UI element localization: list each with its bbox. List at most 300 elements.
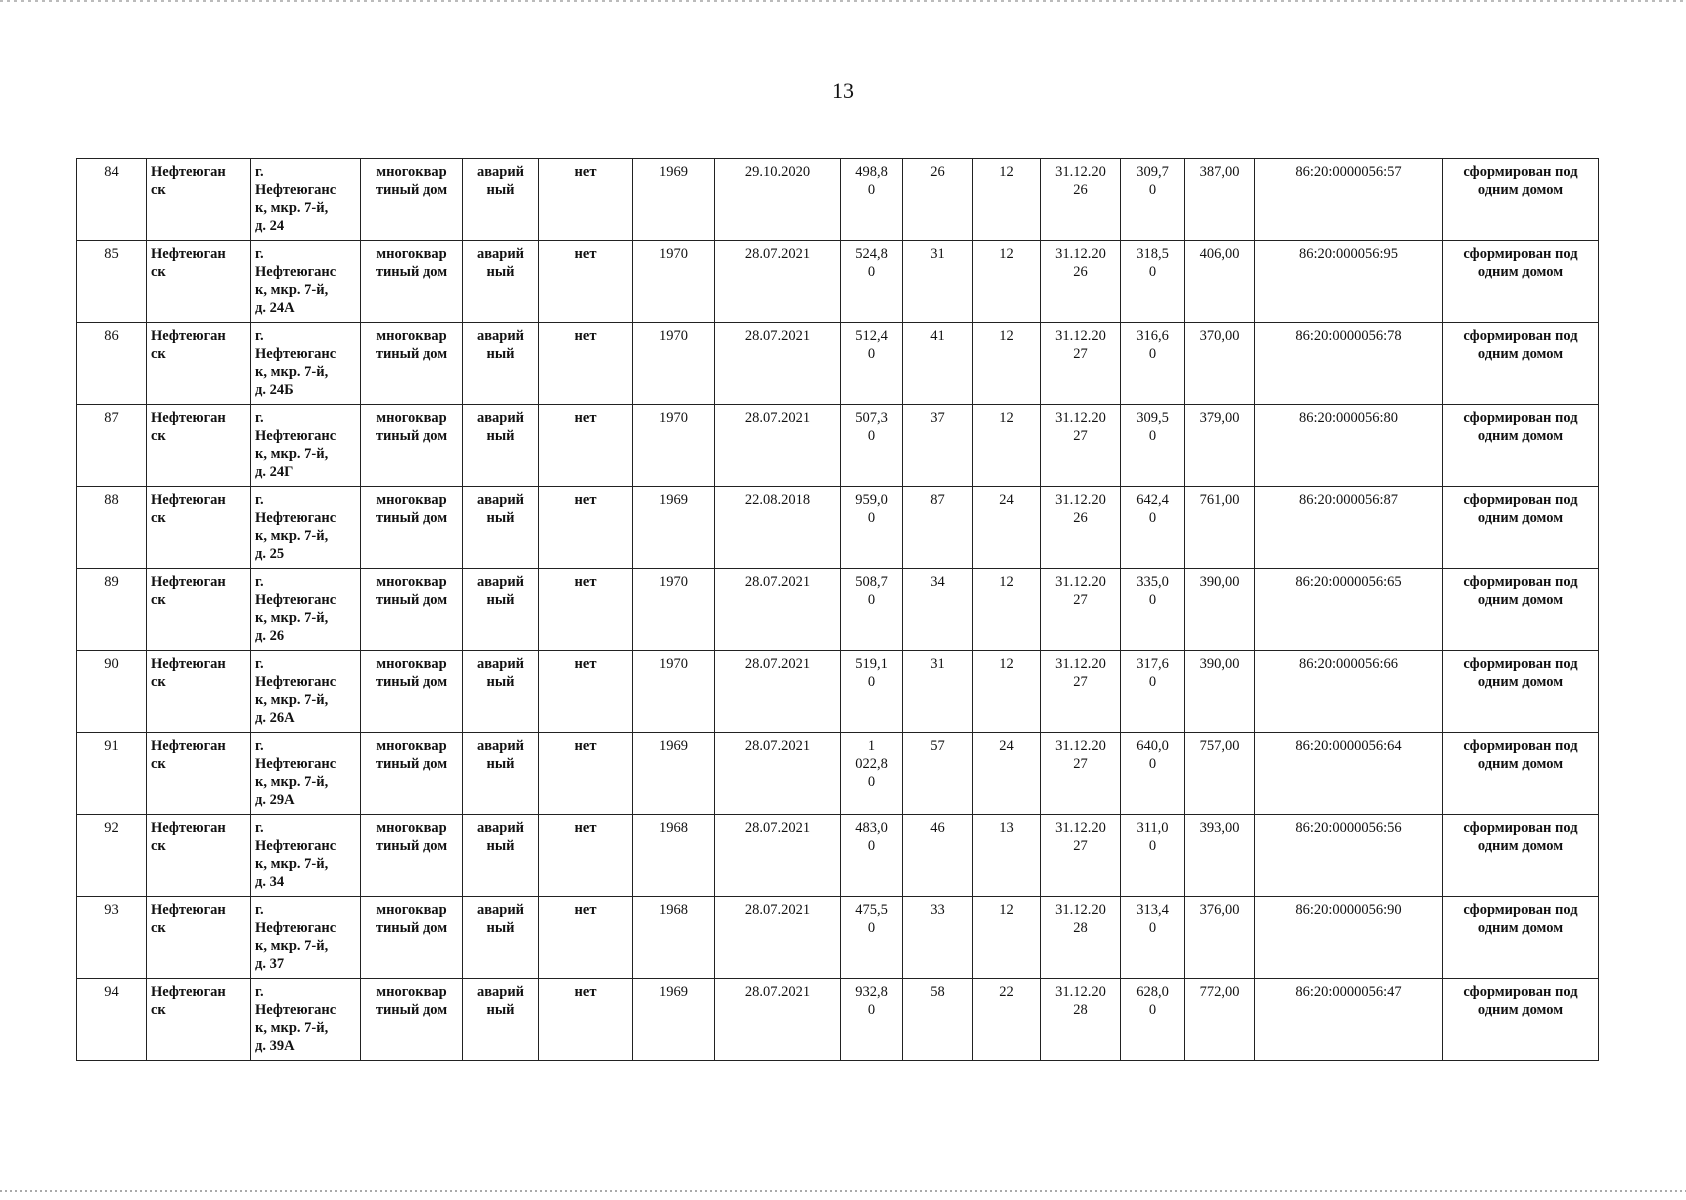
living-area-cell	[1121, 569, 1185, 651]
table-row	[77, 159, 1599, 241]
municipality-cell-text: Нефтеюган ск	[151, 738, 226, 772]
flag-cell	[539, 487, 633, 569]
table-row	[77, 815, 1599, 897]
status-cell-text: аварий ный	[476, 164, 525, 198]
residents-cell	[903, 323, 973, 405]
table-row	[77, 651, 1599, 733]
row-number-cell	[77, 159, 147, 241]
cadastral-number-cell-text: 86:20:0000056:57	[1295, 164, 1402, 180]
total-area-cell	[841, 323, 903, 405]
note-cell-text: сформирован под одним домом	[1463, 902, 1578, 936]
municipality-cell	[147, 815, 251, 897]
total-area-cell	[841, 651, 903, 733]
apartments-cell-text: 12	[999, 164, 1014, 180]
address-cell	[251, 323, 361, 405]
note-cell-text: сформирован под одним домом	[1463, 246, 1578, 280]
deadline-cell	[1041, 487, 1121, 569]
land-area-cell-text: 393,00	[1199, 820, 1240, 836]
living-area-cell-text: 313,4 0	[1136, 902, 1169, 936]
total-area-cell-text: 483,0 0	[855, 820, 888, 854]
year-built-cell-text: 1969	[659, 984, 688, 1000]
deadline-cell	[1041, 733, 1121, 815]
status-cell-text: аварий ный	[476, 492, 525, 526]
land-area-cell-text: 761,00	[1199, 492, 1240, 508]
date-cell-text: 22.08.2018	[744, 492, 811, 508]
status-cell-text: аварий ный	[476, 820, 525, 854]
flag-cell	[539, 405, 633, 487]
municipality-cell-text: Нефтеюган ск	[151, 492, 226, 526]
municipality-cell-text: Нефтеюган ск	[151, 902, 226, 936]
living-area-cell	[1121, 815, 1185, 897]
living-area-cell	[1121, 487, 1185, 569]
living-area-cell	[1121, 651, 1185, 733]
deadline-cell	[1041, 241, 1121, 323]
date-cell-text: 28.07.2021	[744, 738, 811, 754]
land-area-cell	[1185, 241, 1255, 323]
residents-cell	[903, 487, 973, 569]
residents-cell	[903, 979, 973, 1061]
date-cell	[715, 897, 841, 979]
date-cell-text: 28.07.2021	[744, 984, 811, 1000]
apartments-cell-text: 12	[999, 656, 1014, 672]
status-cell-text: аварий ный	[476, 738, 525, 772]
deadline-cell	[1041, 815, 1121, 897]
date-cell	[715, 733, 841, 815]
flag-cell	[539, 241, 633, 323]
table-row	[77, 979, 1599, 1061]
deadline-cell-text: 31.12.20 28	[1055, 902, 1106, 936]
living-area-cell	[1121, 405, 1185, 487]
apartments-cell	[973, 241, 1041, 323]
deadline-cell-text: 31.12.20 27	[1055, 738, 1106, 772]
deadline-cell-text: 31.12.20 27	[1055, 574, 1106, 608]
address-cell-text: г. Нефтеюганс к, мкр. 7-й, д. 29А	[255, 738, 337, 808]
deadline-cell	[1041, 405, 1121, 487]
date-cell	[715, 569, 841, 651]
living-area-cell-text: 318,5 0	[1136, 246, 1169, 280]
total-area-cell-text: 475,5 0	[855, 902, 888, 936]
date-cell	[715, 651, 841, 733]
building-type-cell	[361, 159, 463, 241]
table-row	[77, 241, 1599, 323]
status-cell	[463, 159, 539, 241]
status-cell	[463, 979, 539, 1061]
deadline-cell	[1041, 569, 1121, 651]
land-area-cell-text: 390,00	[1199, 656, 1240, 672]
building-type-cell	[361, 569, 463, 651]
apartments-cell	[973, 323, 1041, 405]
status-cell	[463, 323, 539, 405]
residents-cell-text: 41	[930, 328, 945, 344]
cadastral-number-cell	[1255, 897, 1443, 979]
year-built-cell	[633, 733, 715, 815]
row-number-cell	[77, 405, 147, 487]
living-area-cell	[1121, 733, 1185, 815]
deadline-cell-text: 31.12.20 27	[1055, 410, 1106, 444]
residents-cell-text: 33	[930, 902, 945, 918]
deadline-cell	[1041, 651, 1121, 733]
status-cell-text: аварий ный	[476, 410, 525, 444]
land-area-cell	[1185, 979, 1255, 1061]
land-area-cell-text: 390,00	[1199, 574, 1240, 590]
row-number-cell	[77, 241, 147, 323]
row-number-cell-text: 87	[104, 410, 119, 426]
building-type-cell	[361, 241, 463, 323]
row-number-cell-text: 93	[104, 902, 119, 918]
flag-cell	[539, 569, 633, 651]
table-row	[77, 733, 1599, 815]
status-cell	[463, 241, 539, 323]
cadastral-number-cell-text: 86:20:0000056:65	[1295, 574, 1402, 590]
cadastral-number-cell	[1255, 487, 1443, 569]
year-built-cell-text: 1969	[659, 492, 688, 508]
note-cell-text: сформирован под одним домом	[1463, 984, 1578, 1018]
residents-cell-text: 57	[930, 738, 945, 754]
row-number-cell-text: 94	[104, 984, 119, 1000]
date-cell	[715, 815, 841, 897]
apartments-cell-text: 13	[999, 820, 1014, 836]
total-area-cell-text: 507,3 0	[855, 410, 888, 444]
apartments-cell	[973, 487, 1041, 569]
municipality-cell	[147, 159, 251, 241]
land-area-cell-text: 387,00	[1199, 164, 1240, 180]
flag-cell	[539, 323, 633, 405]
residents-cell-text: 26	[930, 164, 945, 180]
cadastral-number-cell-text: 86:20:000056:80	[1298, 410, 1399, 426]
municipality-cell-text: Нефтеюган ск	[151, 656, 226, 690]
date-cell-text: 28.07.2021	[744, 820, 811, 836]
deadline-cell-text: 31.12.20 27	[1055, 656, 1106, 690]
date-cell-text: 28.07.2021	[744, 246, 811, 262]
year-built-cell	[633, 323, 715, 405]
flag-cell	[539, 159, 633, 241]
residents-cell	[903, 897, 973, 979]
land-area-cell	[1185, 651, 1255, 733]
status-cell-text: аварий ный	[476, 656, 525, 690]
scan-edge-bottom	[0, 1190, 1686, 1192]
address-cell	[251, 159, 361, 241]
total-area-cell	[841, 979, 903, 1061]
flag-cell	[539, 815, 633, 897]
living-area-cell	[1121, 241, 1185, 323]
note-cell	[1443, 897, 1599, 979]
cadastral-number-cell	[1255, 815, 1443, 897]
date-cell-text: 28.07.2021	[744, 410, 811, 426]
date-cell-text: 28.07.2021	[744, 656, 811, 672]
address-cell	[251, 569, 361, 651]
cadastral-number-cell-text: 86:20:000056:87	[1298, 492, 1399, 508]
building-type-cell-text: многоквар тиный дом	[375, 164, 448, 198]
apartments-cell-text: 12	[999, 574, 1014, 590]
deadline-cell-text: 31.12.20 27	[1055, 820, 1106, 854]
municipality-cell-text: Нефтеюган ск	[151, 984, 226, 1018]
address-cell	[251, 405, 361, 487]
total-area-cell-text: 524,8 0	[855, 246, 888, 280]
address-cell-text: г. Нефтеюганс к, мкр. 7-й, д. 25	[255, 492, 337, 562]
land-area-cell	[1185, 733, 1255, 815]
registry-body	[77, 159, 1599, 1061]
total-area-cell	[841, 569, 903, 651]
note-cell	[1443, 979, 1599, 1061]
flag-cell	[539, 651, 633, 733]
year-built-cell	[633, 241, 715, 323]
living-area-cell-text: 640,0 0	[1136, 738, 1169, 772]
address-cell-text: г. Нефтеюганс к, мкр. 7-й, д. 24Г	[255, 410, 337, 480]
cadastral-number-cell-text: 86:20:000056:66	[1298, 656, 1399, 672]
deadline-cell-text: 31.12.20 26	[1055, 492, 1106, 526]
building-type-cell	[361, 323, 463, 405]
address-cell-text: г. Нефтеюганс к, мкр. 7-й, д. 26А	[255, 656, 337, 726]
residents-cell-text: 58	[930, 984, 945, 1000]
flag-cell-text: нет	[574, 410, 597, 426]
residents-cell-text: 31	[930, 246, 945, 262]
row-number-cell-text: 91	[104, 738, 119, 754]
municipality-cell	[147, 569, 251, 651]
cadastral-number-cell	[1255, 405, 1443, 487]
municipality-cell	[147, 405, 251, 487]
cadastral-number-cell	[1255, 241, 1443, 323]
building-type-cell-text: многоквар тиный дом	[375, 574, 448, 608]
land-area-cell-text: 406,00	[1199, 246, 1240, 262]
row-number-cell	[77, 979, 147, 1061]
living-area-cell-text: 309,7 0	[1136, 164, 1169, 198]
year-built-cell-text: 1969	[659, 164, 688, 180]
address-cell	[251, 241, 361, 323]
total-area-cell-text: 512,4 0	[855, 328, 888, 362]
flag-cell-text: нет	[574, 328, 597, 344]
status-cell	[463, 405, 539, 487]
status-cell	[463, 487, 539, 569]
residents-cell-text: 87	[930, 492, 945, 508]
status-cell-text: аварий ный	[476, 902, 525, 936]
living-area-cell-text: 335,0 0	[1136, 574, 1169, 608]
building-type-cell	[361, 897, 463, 979]
table-row	[77, 405, 1599, 487]
flag-cell-text: нет	[574, 902, 597, 918]
land-area-cell	[1185, 487, 1255, 569]
note-cell-text: сформирован под одним домом	[1463, 656, 1578, 690]
row-number-cell-text: 88	[104, 492, 119, 508]
building-type-cell	[361, 487, 463, 569]
cadastral-number-cell	[1255, 979, 1443, 1061]
total-area-cell	[841, 241, 903, 323]
row-number-cell	[77, 815, 147, 897]
flag-cell	[539, 897, 633, 979]
total-area-cell	[841, 487, 903, 569]
living-area-cell-text: 642,4 0	[1136, 492, 1169, 526]
living-area-cell	[1121, 159, 1185, 241]
apartments-cell-text: 24	[999, 492, 1014, 508]
row-number-cell	[77, 897, 147, 979]
land-area-cell-text: 379,00	[1199, 410, 1240, 426]
status-cell-text: аварий ный	[476, 246, 525, 280]
building-type-cell	[361, 733, 463, 815]
cadastral-number-cell	[1255, 323, 1443, 405]
status-cell-text: аварий ный	[476, 328, 525, 362]
building-type-cell	[361, 651, 463, 733]
cadastral-number-cell	[1255, 733, 1443, 815]
building-type-cell	[361, 405, 463, 487]
note-cell-text: сформирован под одним домом	[1463, 164, 1578, 198]
flag-cell-text: нет	[574, 738, 597, 754]
address-cell-text: г. Нефтеюганс к, мкр. 7-й, д. 26	[255, 574, 337, 644]
apartments-cell	[973, 405, 1041, 487]
row-number-cell-text: 89	[104, 574, 119, 590]
municipality-cell-text: Нефтеюган ск	[151, 574, 226, 608]
note-cell-text: сформирован под одним домом	[1463, 328, 1578, 362]
flag-cell-text: нет	[574, 820, 597, 836]
year-built-cell	[633, 569, 715, 651]
row-number-cell-text: 85	[104, 246, 119, 262]
date-cell	[715, 159, 841, 241]
note-cell	[1443, 651, 1599, 733]
date-cell	[715, 487, 841, 569]
address-cell	[251, 897, 361, 979]
date-cell-text: 28.07.2021	[744, 574, 811, 590]
land-area-cell	[1185, 323, 1255, 405]
address-cell-text: г. Нефтеюганс к, мкр. 7-й, д. 24А	[255, 246, 337, 316]
living-area-cell	[1121, 897, 1185, 979]
total-area-cell	[841, 405, 903, 487]
year-built-cell	[633, 405, 715, 487]
year-built-cell-text: 1970	[659, 328, 688, 344]
land-area-cell-text: 370,00	[1199, 328, 1240, 344]
building-type-cell	[361, 815, 463, 897]
address-cell	[251, 815, 361, 897]
date-cell	[715, 323, 841, 405]
municipality-cell	[147, 897, 251, 979]
table-row	[77, 897, 1599, 979]
address-cell-text: г. Нефтеюганс к, мкр. 7-й, д. 37	[255, 902, 337, 972]
residents-cell	[903, 733, 973, 815]
municipality-cell-text: Нефтеюган ск	[151, 820, 226, 854]
cadastral-number-cell-text: 86:20:0000056:47	[1295, 984, 1402, 1000]
residents-cell	[903, 569, 973, 651]
deadline-cell-text: 31.12.20 26	[1055, 246, 1106, 280]
year-built-cell-text: 1970	[659, 246, 688, 262]
residents-cell-text: 34	[930, 574, 945, 590]
scan-edge-top	[0, 0, 1686, 2]
row-number-cell	[77, 651, 147, 733]
total-area-cell-text: 959,0 0	[855, 492, 888, 526]
apartments-cell-text: 12	[999, 328, 1014, 344]
total-area-cell-text: 1 022,8 0	[855, 738, 888, 790]
housing-registry-table	[76, 158, 1599, 1061]
note-cell-text: сформирован под одним домом	[1463, 820, 1578, 854]
year-built-cell	[633, 979, 715, 1061]
row-number-cell-text: 86	[104, 328, 119, 344]
land-area-cell	[1185, 815, 1255, 897]
status-cell-text: аварий ный	[476, 984, 525, 1018]
status-cell	[463, 651, 539, 733]
land-area-cell-text: 376,00	[1199, 902, 1240, 918]
cadastral-number-cell	[1255, 569, 1443, 651]
row-number-cell	[77, 323, 147, 405]
municipality-cell	[147, 651, 251, 733]
row-number-cell	[77, 569, 147, 651]
status-cell	[463, 733, 539, 815]
building-type-cell-text: многоквар тиный дом	[375, 984, 448, 1018]
date-cell	[715, 241, 841, 323]
year-built-cell	[633, 815, 715, 897]
residents-cell	[903, 159, 973, 241]
municipality-cell-text: Нефтеюган ск	[151, 410, 226, 444]
year-built-cell	[633, 159, 715, 241]
living-area-cell-text: 316,6 0	[1136, 328, 1169, 362]
total-area-cell-text: 498,8 0	[855, 164, 888, 198]
note-cell	[1443, 405, 1599, 487]
year-built-cell	[633, 897, 715, 979]
date-cell	[715, 405, 841, 487]
cadastral-number-cell-text: 86:20:0000056:64	[1295, 738, 1402, 754]
residents-cell	[903, 241, 973, 323]
residents-cell-text: 31	[930, 656, 945, 672]
apartments-cell	[973, 815, 1041, 897]
flag-cell-text: нет	[574, 984, 597, 1000]
date-cell	[715, 979, 841, 1061]
residents-cell-text: 46	[930, 820, 945, 836]
municipality-cell-text: Нефтеюган ск	[151, 246, 226, 280]
residents-cell	[903, 405, 973, 487]
address-cell	[251, 651, 361, 733]
building-type-cell-text: многоквар тиный дом	[375, 246, 448, 280]
deadline-cell	[1041, 979, 1121, 1061]
apartments-cell	[973, 979, 1041, 1061]
residents-cell-text: 37	[930, 410, 945, 426]
building-type-cell-text: многоквар тиный дом	[375, 902, 448, 936]
cadastral-number-cell	[1255, 159, 1443, 241]
total-area-cell-text: 519,1 0	[855, 656, 888, 690]
cadastral-number-cell-text: 86:20:000056:95	[1298, 246, 1399, 262]
municipality-cell-text: Нефтеюган ск	[151, 164, 226, 198]
land-area-cell-text: 757,00	[1199, 738, 1240, 754]
address-cell-text: г. Нефтеюганс к, мкр. 7-й, д. 24Б	[255, 328, 337, 398]
status-cell	[463, 897, 539, 979]
apartments-cell-text: 12	[999, 410, 1014, 426]
year-built-cell-text: 1970	[659, 656, 688, 672]
table-row	[77, 487, 1599, 569]
year-built-cell	[633, 651, 715, 733]
row-number-cell	[77, 733, 147, 815]
building-type-cell-text: многоквар тиный дом	[375, 656, 448, 690]
building-type-cell-text: многоквар тиный дом	[375, 820, 448, 854]
land-area-cell-text: 772,00	[1199, 984, 1240, 1000]
municipality-cell-text: Нефтеюган ск	[151, 328, 226, 362]
note-cell-text: сформирован под одним домом	[1463, 574, 1578, 608]
row-number-cell	[77, 487, 147, 569]
cadastral-number-cell	[1255, 651, 1443, 733]
total-area-cell	[841, 815, 903, 897]
total-area-cell-text: 932,8 0	[855, 984, 888, 1018]
apartments-cell-text: 22	[999, 984, 1014, 1000]
land-area-cell	[1185, 159, 1255, 241]
row-number-cell-text: 84	[104, 164, 119, 180]
flag-cell-text: нет	[574, 656, 597, 672]
living-area-cell-text: 628,0 0	[1136, 984, 1169, 1018]
table-row	[77, 323, 1599, 405]
note-cell	[1443, 569, 1599, 651]
building-type-cell-text: многоквар тиный дом	[375, 410, 448, 444]
cadastral-number-cell-text: 86:20:0000056:56	[1295, 820, 1402, 836]
municipality-cell	[147, 979, 251, 1061]
address-cell	[251, 733, 361, 815]
note-cell-text: сформирован под одним домом	[1463, 492, 1578, 526]
status-cell	[463, 569, 539, 651]
date-cell-text: 28.07.2021	[744, 328, 811, 344]
flag-cell	[539, 979, 633, 1061]
address-cell-text: г. Нефтеюганс к, мкр. 7-й, д. 39А	[255, 984, 337, 1054]
year-built-cell-text: 1968	[659, 902, 688, 918]
